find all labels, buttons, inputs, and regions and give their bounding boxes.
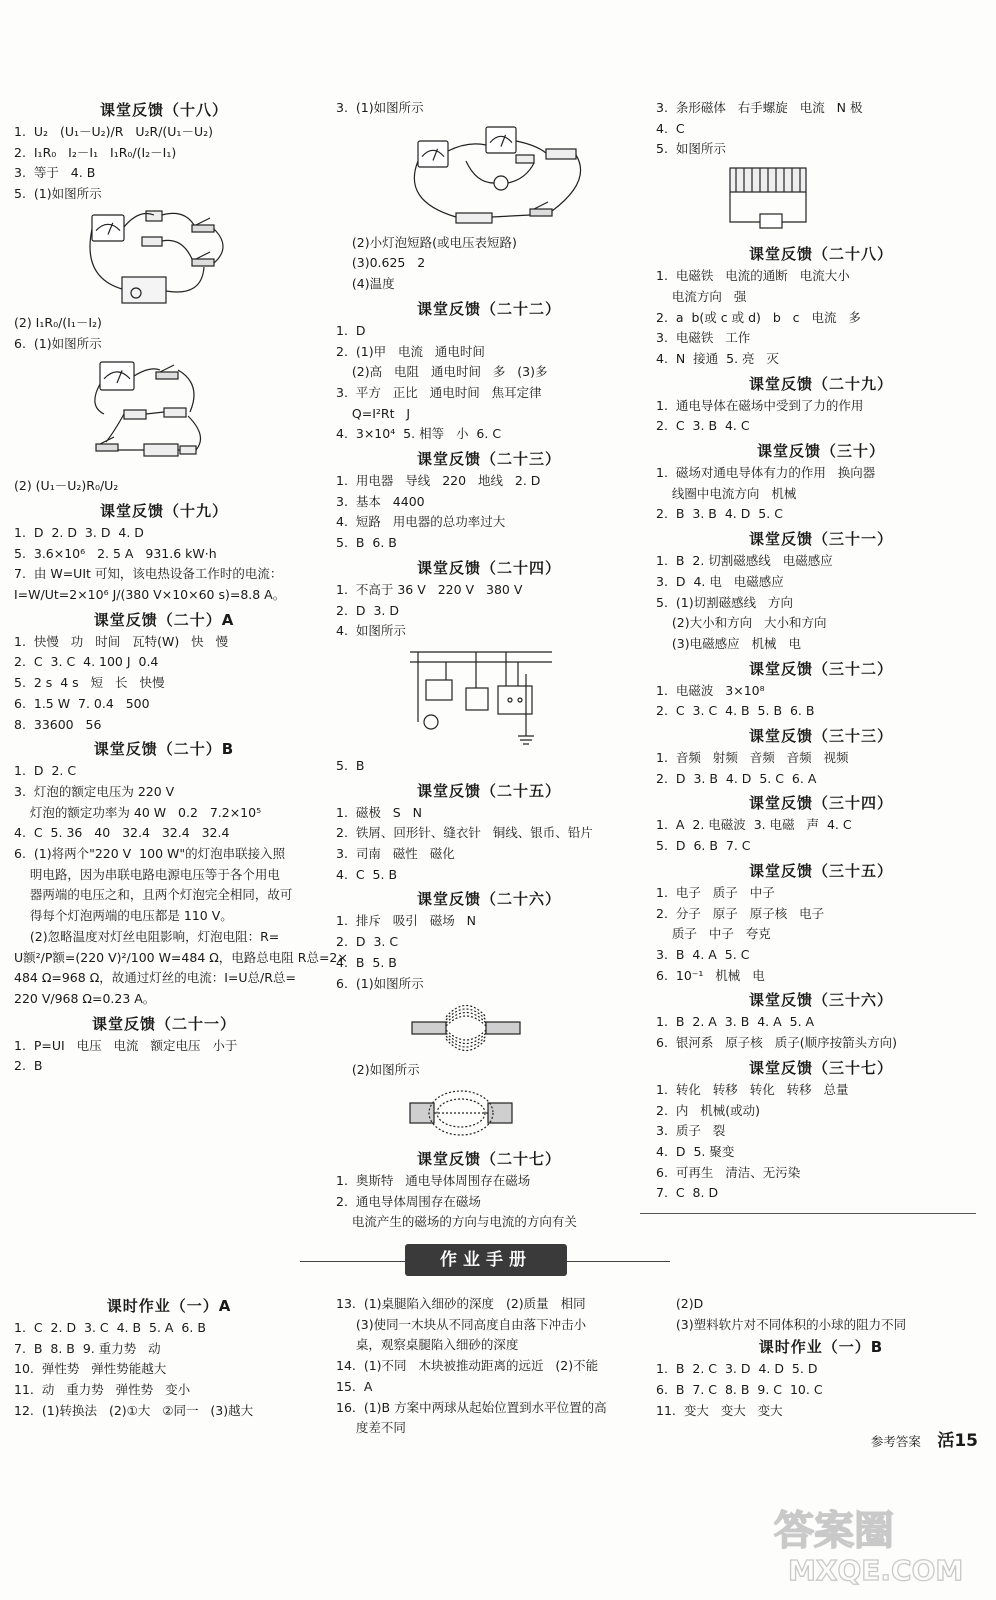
- answer-section: [656, 988, 986, 1053]
- answer-line: 质子 中子 夸克: [656, 926, 771, 942]
- answer-line: 2. 铁屑、回形针、缝衣针 铜线、银币、铅片: [336, 825, 593, 841]
- answer-line: 15. A: [336, 1378, 373, 1394]
- answer-line: 4. C: [656, 120, 685, 136]
- answer-line: 1. 奥斯特 通电导体周围存在磁场: [336, 1172, 531, 1188]
- answer-section: [656, 724, 986, 789]
- answer-section: [336, 447, 642, 554]
- answer-line: 4. N 接通 5. 亮 灭: [656, 350, 779, 366]
- answer-line: 220 V/968 Ω=0.23 A。: [14, 990, 156, 1006]
- answer-line: (2)大小和方向 大小和方向: [656, 615, 827, 631]
- answer-line: 1. D 2. C: [14, 763, 77, 779]
- answer-line: (3)塑料软片对不同体积的小球的阻力不同: [656, 1316, 907, 1332]
- answer-line: 1. 音频 射频 音频 音频 视频: [656, 750, 849, 766]
- section-heading: 课堂反馈（二十六）: [416, 890, 561, 909]
- answer-line: (2)如图所示: [336, 1062, 420, 1078]
- column-2: [336, 98, 642, 1235]
- answer-line: 14. (1)不同 木块被推动距离的远近 (2)不能: [336, 1358, 599, 1374]
- answer-line: 6. B 7. C 8. B 9. C 10. C: [656, 1382, 823, 1398]
- section-heading: 课堂反馈（三十二）: [748, 659, 893, 678]
- answer-line: (4)温度: [336, 276, 395, 292]
- section-banner: 作业手册: [405, 1244, 567, 1276]
- bottom-column-1: [14, 1294, 324, 1422]
- answer-line: 8. 33600 56: [14, 716, 102, 732]
- answer-line: 5. (1)如图所示: [14, 186, 102, 202]
- answer-line: 4. D 5. 聚变: [656, 1143, 735, 1159]
- column-divider: [640, 1213, 976, 1214]
- answer-line: 3. 司南 磁性 磁化: [336, 846, 455, 862]
- answer-line: 1. 磁场对通电导体有力的作用 换向器: [656, 465, 876, 481]
- bottom-column-2: [336, 1294, 646, 1439]
- answer-line: 3. 灯泡的额定电压为 220 V: [14, 783, 175, 799]
- answer-line: 1. D 2. D 3. D 4. D: [14, 524, 144, 540]
- section-heading: 课堂反馈（三十三）: [748, 727, 893, 746]
- answer-line: 2. C 3. C 4. 100 J 0.4: [14, 654, 159, 670]
- answer-line: 6. 10⁻¹ 机械 电: [656, 967, 765, 983]
- watermark-logo: [766, 1496, 966, 1588]
- answer-line: 1. D: [336, 322, 366, 338]
- answer-section: [656, 98, 986, 240]
- section-heading: 课堂反馈（三十五）: [748, 861, 893, 880]
- answer-section: [14, 98, 314, 497]
- section-heading: 课堂反馈（三十六）: [748, 991, 893, 1010]
- wiring-figure: [406, 644, 556, 754]
- answer-line: 5. (1)切割磁感线 方向: [656, 594, 793, 610]
- answer-section: [656, 859, 986, 987]
- answer-line: 3. 等于 4. B: [14, 165, 96, 181]
- answer-line: 1. P=UI 电压 电流 额定电压 小于: [14, 1037, 238, 1053]
- answer-line: 线圈中电流方向 机械: [656, 485, 797, 501]
- answer-line: 6. 可再生 清洁、无污染: [656, 1164, 801, 1180]
- footer-label: 参考答案: [870, 1434, 921, 1449]
- answer-line: 2. 分子 原子 原子核 电子: [656, 905, 825, 921]
- section-heading: 课堂反馈（三十）: [756, 442, 885, 461]
- solenoid-figure: [406, 1083, 516, 1145]
- answer-line: 1. 通电导体在磁场中受到了力的作用: [656, 397, 864, 413]
- answer-line: 1. 电磁铁 电流的通断 电流大小: [656, 268, 850, 284]
- answer-line: 2. a b(或 c 或 d) b c 电流 多: [656, 309, 861, 325]
- answer-line: 3. 平方 正比 通电时间 焦耳定律: [336, 384, 542, 400]
- section-heading: 课堂反馈（二十二）: [416, 299, 561, 318]
- section-heading: 课堂反馈（十九）: [99, 501, 228, 520]
- section-heading: 课堂反馈（二十四）: [416, 558, 561, 577]
- answer-line: 得每个灯泡两端的电压都是 110 V。: [14, 908, 233, 924]
- answer-section: [336, 297, 642, 445]
- answer-section: [336, 887, 642, 1145]
- answer-line: 6. (1)如图所示: [14, 335, 102, 351]
- answer-line: (2)高 电阻 通电时间 多 (3)多: [336, 364, 548, 380]
- answer-line: 2. C 3. C 4. B 5. B 6. B: [656, 703, 815, 719]
- answer-line: 6. (1)如图所示: [336, 975, 424, 991]
- answer-line: 5. B: [336, 757, 365, 773]
- answer-section: [656, 1056, 986, 1204]
- answer-line: 3. 质子 裂: [656, 1123, 726, 1139]
- answer-line: (2)忽略温度对灯丝电阻影响，灯泡电阻：R=: [14, 928, 280, 944]
- answer-line: 11. 变大 变大 变大: [656, 1402, 783, 1418]
- answer-line: 明电路，因为串联电路电源电压等于各个用电: [14, 866, 280, 882]
- answer-line: 2. B 3. B 4. D 5. C: [656, 506, 783, 522]
- answer-line: 2. D 3. B 4. D 5. C 6. A: [656, 770, 817, 786]
- page-footer: [871, 1426, 978, 1451]
- answer-line: 5. D 6. B 7. C: [656, 838, 751, 854]
- answer-section: [656, 439, 986, 525]
- circuit2-figure: [84, 356, 234, 474]
- column-3: [656, 98, 986, 1206]
- answer-line: 16. (1)B 方案中两球从起始位置到水平位置的高: [336, 1399, 607, 1415]
- column-1: [14, 98, 348, 1079]
- answer-line: 2. D 3. D: [336, 602, 399, 618]
- answer-line: 1. 用电器 导线 220 地线 2. D: [336, 473, 541, 489]
- answer-section: [656, 372, 986, 437]
- section-heading: 课时作业（一）A: [106, 1297, 232, 1315]
- answer-line: 1. B 2. A 3. B 4. A 5. A: [656, 1014, 815, 1030]
- answer-section: [656, 527, 986, 655]
- section-heading: 课堂反馈（二十八）: [748, 245, 893, 264]
- magnets-figure: [406, 996, 526, 1058]
- answer-line: 1. 电磁波 3×10⁸: [656, 682, 765, 698]
- answer-line: 电流产生的磁场的方向与电流的方向有关: [336, 1214, 577, 1230]
- answer-line: 4. 如图所示: [336, 623, 406, 639]
- answer-line: 灯泡的额定功率为 40 W 0.2 7.2×10⁵: [14, 804, 262, 820]
- section-heading: 课堂反馈（二十三）: [416, 450, 561, 469]
- section-heading: 课堂反馈（三十四）: [748, 794, 893, 813]
- answer-line: 2. I₁R₀ I₂－I₁ I₁R₀/(I₂－I₁): [14, 144, 177, 160]
- svg-text:答案圈: 答案圈: [774, 1508, 894, 1554]
- answer-line: 度差不同: [336, 1420, 406, 1436]
- answer-line: 1. A 2. 电磁波 3. 电磁 声 4. C: [656, 817, 852, 833]
- answer-line: 4. C 5. B: [336, 866, 398, 882]
- answer-line: 13. (1)桌腿陷入细砂的深度 (2)质量 相同: [336, 1296, 586, 1311]
- svg-text:MXQE.COM: MXQE.COM: [788, 1554, 964, 1587]
- answer-section: [14, 1012, 314, 1077]
- answer-line: 1. C 2. D 3. C 4. B 5. A 6. B: [14, 1320, 206, 1335]
- answer-line: 7. B 8. B 9. 重力势 动: [14, 1340, 161, 1356]
- section-heading: 课堂反馈（二十九）: [748, 374, 893, 393]
- answer-line: 12. (1)转换法 (2)①大 ②同一 (3)越大: [14, 1402, 254, 1418]
- section-heading: 课堂反馈（二十七）: [416, 1149, 561, 1168]
- section-heading: 课堂反馈（二十五）: [416, 781, 561, 800]
- answer-line: 2. 内 机械(或动): [656, 1102, 761, 1118]
- section-heading: 课堂反馈（二十一）: [91, 1014, 236, 1033]
- answer-line: 10. 弹性势 弹性势能越大: [14, 1361, 167, 1377]
- answer-line: 2. 通电导体周围存在磁场: [336, 1193, 481, 1209]
- answer-line: 5. 如图所示: [656, 141, 726, 157]
- answer-line: 11. 动 重力势 弹性势 变小: [14, 1382, 191, 1398]
- answer-line: 7. 由 W=UIt 可知，该电热设备工作时的电流：: [14, 566, 283, 582]
- answer-section: [336, 98, 642, 295]
- answer-line: 1. 电子 质子 中子: [656, 884, 775, 900]
- answer-line: 1. B 2. 切割磁感线 电磁感应: [656, 553, 833, 569]
- answer-line: 1. 不高于 36 V 220 V 380 V: [336, 581, 523, 597]
- answer-line: (3)使同一木块从不同高度自由落下冲击小: [336, 1316, 587, 1332]
- section-heading: 课堂反馈（三十七）: [748, 1058, 893, 1077]
- answer-line: 5. 3.6×10⁶ 2. 5 A 931.6 kW·h: [14, 545, 217, 561]
- answer-line: 3. B 4. A 5. C: [656, 946, 750, 962]
- answer-line: (3)电磁感应 机械 电: [656, 635, 801, 651]
- answer-line: 4. 短路 用电器的总功率过大: [336, 514, 506, 530]
- answer-line: 2. (1)甲 电流 通电时间: [336, 343, 485, 359]
- section-heading: 课时作业（一）B: [758, 1338, 884, 1357]
- answer-line: (2) I₁R₀/(I₁－I₂): [14, 314, 102, 330]
- answer-line: Q=I²Rt J: [336, 405, 411, 421]
- answer-line: 5. B 6. B: [336, 535, 397, 551]
- answer-line: 4. C 5. 36 40 32.4 32.4 32.4: [14, 825, 230, 841]
- section-heading: 课堂反馈（三十一）: [748, 530, 893, 549]
- answer-section: [336, 556, 642, 777]
- answer-section: [656, 657, 986, 722]
- section-heading: 课堂反馈（十八）: [99, 101, 228, 119]
- answer-line: 1. 快慢 功 时间 瓦特(W) 快 慢: [14, 633, 229, 649]
- answer-line: 2. D 3. C: [336, 934, 399, 950]
- answer-section: [14, 737, 348, 1009]
- answer-line: 4. 3×10⁴ 5. 相等 小 6. C: [336, 426, 502, 442]
- answer-line: 3. 条形磁体 右手螺旋 电流 N 极: [656, 100, 863, 115]
- answer-line: 1. 转化 转移 转化 转移 总量: [656, 1081, 849, 1097]
- circuit3-figure: [406, 121, 596, 231]
- answer-line: 器两端的电压之和，且两个灯泡完全相同，故可: [14, 887, 293, 903]
- answer-section: [656, 242, 986, 370]
- answer-line: 6. 银河系 原子核 质子(顺序按箭头方向): [656, 1035, 897, 1051]
- answer-line: 3. 电磁铁 工作: [656, 330, 751, 346]
- answer-line: 桌，观察桌腿陷入细砂的深度: [336, 1337, 519, 1353]
- page-number: 活15: [937, 1431, 978, 1451]
- section-heading: 课堂反馈（二十）A: [93, 610, 235, 629]
- answer-line: (3)0.625 2: [336, 255, 426, 271]
- answer-line: 1. 磁极 S N: [336, 804, 422, 820]
- bottom-column-3: [656, 1294, 986, 1422]
- answer-line: 2. C 3. B 4. C: [656, 418, 750, 434]
- answer-line: 1. B 2. C 3. D 4. D 5. D: [656, 1361, 818, 1377]
- answer-line: U额²/P额=(220 V)²/100 W=484 Ω，电路总电阻 R总=2×: [14, 949, 348, 965]
- answer-line: 6. (1)将两个"220 V 100 W"的灯泡串联接入照: [14, 846, 286, 862]
- answer-section: [656, 791, 986, 856]
- answer-line: (2)小灯泡短路(或电压表短路): [336, 234, 517, 250]
- answer-line: I=W/Ut=2×10⁶ J/(380 V×10×60 s)=8.8 A。: [14, 587, 286, 603]
- answer-line: (2) (U₁－U₂)R₀/U₂: [14, 478, 119, 494]
- answer-line: 电流方向 强: [656, 288, 747, 304]
- answer-line: 2. B: [14, 1058, 43, 1074]
- answer-section: [14, 499, 314, 606]
- answer-line: 3. D 4. 电 电磁感应: [656, 573, 784, 589]
- answer-line: 4. B 5. B: [336, 954, 397, 970]
- answer-section: [14, 608, 314, 736]
- answer-line: 1. 排斥 吸引 磁场 N: [336, 913, 476, 929]
- answer-section: [336, 779, 642, 886]
- coil-figure: [716, 162, 826, 240]
- answer-line: 1. U₂ (U₁－U₂)/R U₂R/(U₁－U₂): [14, 124, 213, 139]
- answer-line: 7. C 8. D: [656, 1185, 719, 1201]
- answer-section: [336, 1147, 642, 1233]
- circuit1-figure: [84, 207, 234, 311]
- section-heading: 课堂反馈（二十）B: [93, 740, 235, 759]
- answer-line: 6. 1.5 W 7. 0.4 500: [14, 695, 150, 711]
- answer-line: (2)D: [656, 1296, 704, 1311]
- answer-line: 3. (1)如图所示: [336, 100, 424, 115]
- answer-line: 484 Ω=968 Ω，故通过灯丝的电流：I=U总/R总=: [14, 970, 296, 986]
- answer-line: 5. 2 s 4 s 短 长 快慢: [14, 675, 165, 691]
- answer-line: 3. 基本 4400: [336, 493, 425, 509]
